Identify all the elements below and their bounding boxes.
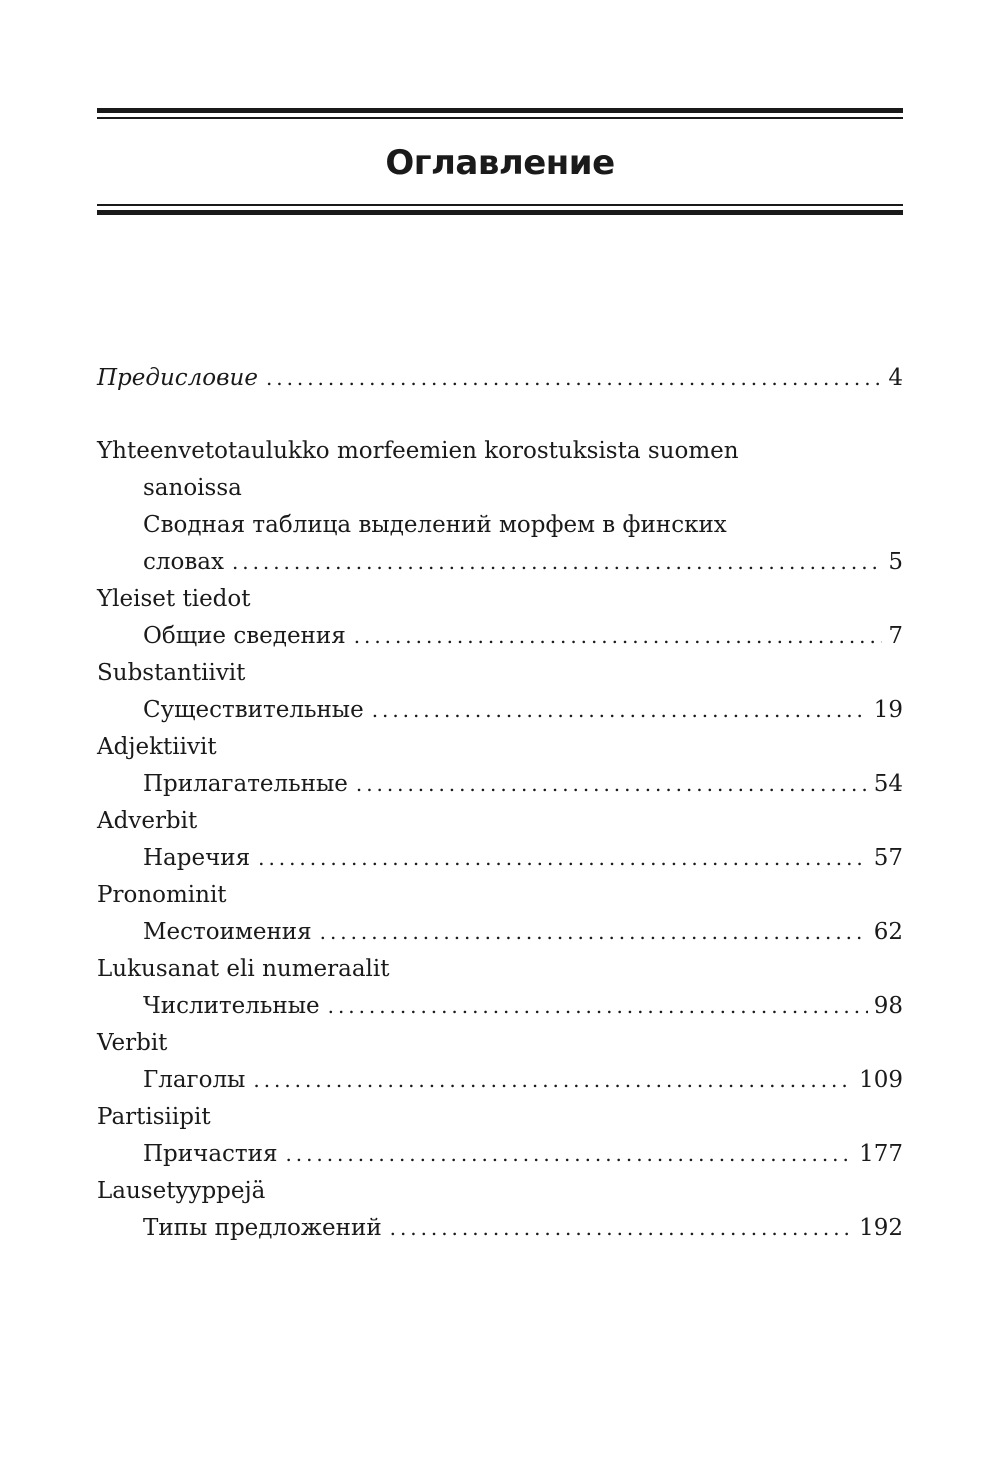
toc-entry-pronouns[interactable] [97, 914, 903, 951]
toc-entry-title: Наречия [143, 845, 251, 871]
header-rule-bottom-thick [97, 210, 903, 215]
toc-leader-dots [266, 360, 882, 397]
toc-section-heading: Substantiivit [97, 660, 246, 686]
toc-entry-title: Глаголы [143, 1067, 246, 1093]
header-rule-top-thick [97, 108, 903, 113]
toc-page-number: 7 [888, 623, 903, 649]
toc-section-heading: Verbit [97, 1030, 168, 1056]
toc-entry-title: Общие сведения [143, 623, 346, 649]
toc-section-heading: Adjektiivit [97, 734, 217, 760]
toc-leader-dots [354, 618, 883, 655]
toc-entry-adverbs[interactable] [97, 840, 903, 877]
toc-entry-title: Существительные [143, 697, 364, 723]
toc-page-number: 62 [873, 919, 903, 945]
toc-page-number: 19 [873, 697, 903, 723]
toc-entry-adjectives[interactable] [97, 766, 903, 803]
toc-leader-dots [232, 544, 882, 581]
toc-leader-dots [328, 988, 868, 1025]
header-rule-top-thin [97, 117, 903, 119]
toc-page-number: 54 [873, 771, 903, 797]
toc-leader-dots [390, 1210, 853, 1247]
toc-page-number: 98 [873, 993, 903, 1019]
toc-section-heading: Yleiset tiedot [97, 586, 251, 612]
toc-entry-summary-table[interactable] [97, 544, 903, 581]
toc-page-number: 4 [888, 365, 903, 391]
toc-entry-participles[interactable] [97, 1136, 903, 1173]
table-of-contents [97, 360, 903, 1247]
toc-page-number: 192 [859, 1215, 903, 1241]
toc-entry-title: Типы предложений [143, 1215, 382, 1241]
toc-section-heading: Yhteenvetotaulukko morfeemien korostuksista suomen [97, 438, 739, 464]
toc-entry-title: Причастия [143, 1141, 278, 1167]
toc-entry-verbs[interactable] [97, 1062, 903, 1099]
toc-page-number: 57 [873, 845, 903, 871]
toc-section-heading: Partisiipit [97, 1104, 211, 1130]
toc-section-heading: Pronominit [97, 882, 227, 908]
toc-entry-general-info[interactable] [97, 618, 903, 655]
toc-subentry-title: Сводная таблица выделений морфем в финских [143, 512, 727, 538]
toc-leader-dots [372, 692, 868, 729]
toc-leader-dots [258, 840, 868, 877]
toc-entry-sentence-types[interactable] [97, 1210, 903, 1247]
toc-leader-dots [356, 766, 868, 803]
toc-entry-title: Предисловие [97, 365, 258, 391]
toc-leader-dots [320, 914, 868, 951]
toc-section-heading-cont: sanoissa [143, 475, 242, 501]
toc-entry-nouns[interactable] [97, 692, 903, 729]
toc-entry-title: Числительные [143, 993, 320, 1019]
toc-entry-preface[interactable] [97, 360, 903, 397]
toc-page-number: 109 [859, 1067, 903, 1093]
toc-entry-numerals[interactable] [97, 988, 903, 1025]
toc-page-number: 5 [888, 549, 903, 575]
toc-entry-title: Местоимения [143, 919, 312, 945]
toc-section-heading: Adverbit [97, 808, 198, 834]
toc-leader-dots [285, 1136, 853, 1173]
toc-entry-title: Прилагательные [143, 771, 348, 797]
header-rule-bottom-thin [97, 204, 903, 206]
toc-leader-dots [253, 1062, 853, 1099]
toc-page-number: 177 [859, 1141, 903, 1167]
page-title: Оглавление [385, 143, 615, 183]
toc-section-heading: Lukusanat eli numeraalit [97, 956, 390, 982]
toc-entry-title: словах [143, 549, 224, 575]
toc-section-heading: Lausetyyppejä [97, 1178, 266, 1204]
